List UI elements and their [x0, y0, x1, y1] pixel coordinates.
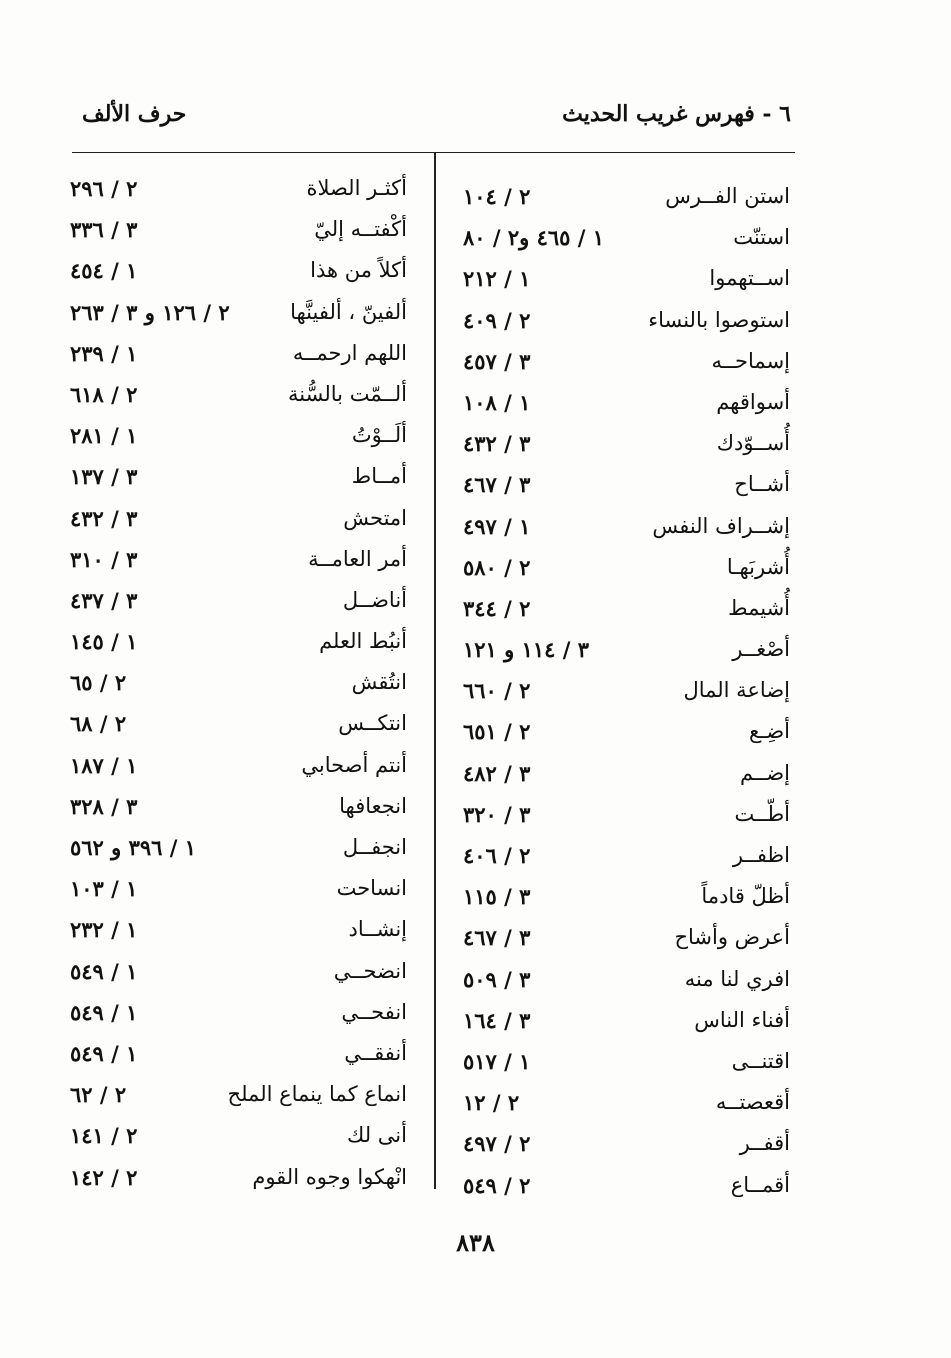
index-reference: ١ / ٥٤٩	[70, 1040, 138, 1066]
index-term: أصْغــر	[732, 637, 790, 662]
index-reference: ١ / ٥٤٩	[70, 999, 138, 1025]
index-entry	[62, 1157, 407, 1198]
index-entry	[455, 217, 790, 258]
index-term: أقفــر	[739, 1131, 790, 1156]
index-reference: ٣ / ٥٠٩	[463, 966, 531, 992]
index-entry	[455, 1041, 790, 1082]
index-entry	[62, 868, 407, 909]
index-reference: ٢ / ١٢٦ و ٣ / ٢٦٣	[70, 299, 230, 325]
index-entry	[62, 992, 407, 1033]
index-entry	[455, 876, 790, 917]
index-entry	[62, 786, 407, 827]
index-term: اظفــر	[732, 843, 790, 867]
index-reference: ١ / ٤٩٧	[463, 513, 531, 539]
index-reference: ١ / ٢٣٩	[70, 340, 138, 366]
index-entry	[455, 547, 790, 588]
index-term: أمــاط	[351, 464, 407, 489]
index-term: انساحت	[336, 876, 407, 901]
index-reference: ٢ / ٦٥١	[463, 719, 531, 745]
index-term: استن الفــرس	[665, 184, 790, 208]
index-reference: ٣ / ١١٥	[463, 884, 531, 910]
index-term: انفحــي	[341, 999, 407, 1024]
index-reference: ٢ / ٢٩٦	[70, 176, 138, 201]
index-entry	[455, 835, 790, 876]
index-column-right	[455, 176, 790, 1206]
index-reference: ٢ / ٦١٨	[70, 381, 138, 407]
index-entry	[455, 1123, 790, 1164]
index-reference: ١ / ١٤٥	[70, 629, 138, 655]
index-term: أقعصتــه	[715, 1090, 790, 1115]
index-entry	[455, 588, 790, 629]
index-entry	[455, 959, 790, 1000]
index-term: أظلّ قادماً	[701, 884, 790, 909]
index-term: امتحش	[343, 505, 407, 530]
index-term: إضاعة المال	[683, 678, 790, 703]
index-term: إضــم	[740, 760, 790, 785]
index-reference: ٢ / ٦٨	[70, 711, 127, 737]
index-entry	[62, 250, 407, 291]
index-reference: ٢ / ٤٠٦	[463, 843, 531, 868]
index-entry	[455, 258, 790, 299]
index-entry	[62, 415, 407, 456]
index-reference: ١ / ٥١٧	[463, 1048, 531, 1074]
index-entry	[62, 745, 407, 786]
index-term: أشــاح	[734, 472, 790, 497]
index-term: انتكــس	[338, 711, 407, 736]
index-term: أفناء الناس	[694, 1007, 790, 1032]
index-entry	[62, 333, 407, 374]
index-reference: ١ / ٢٨١	[70, 423, 138, 449]
index-term: ألفينّ ، ألفينَّها	[290, 299, 407, 324]
index-entry	[62, 168, 407, 209]
index-entry	[455, 300, 790, 341]
index-term: إسماحــه	[711, 348, 790, 373]
index-reference: ٣ / ١١٤ و ١٢١	[463, 637, 590, 663]
index-term: إشــراف النفس	[652, 513, 790, 538]
index-entry	[455, 1165, 790, 1206]
index-entry	[455, 506, 790, 547]
index-entry	[455, 1082, 790, 1123]
index-term: أسواقهم	[716, 389, 790, 414]
column-divider	[434, 152, 436, 1189]
index-term: انْهكوا وجوه القوم	[252, 1164, 407, 1189]
index-entry	[455, 711, 790, 752]
index-term: أكثـر الصلاة	[306, 176, 407, 200]
index-term: أنبُط العلم	[319, 629, 407, 654]
index-entry	[455, 794, 790, 835]
index-entry	[62, 703, 407, 744]
index-reference: ٣ / ٣٢٠	[463, 801, 531, 827]
index-reference: ٢ / ١٠٤	[463, 184, 531, 209]
index-reference: ٢ / ١٢	[463, 1090, 520, 1116]
index-term: أنى لك	[347, 1123, 407, 1148]
index-term: أمر العامــة	[308, 546, 407, 571]
index-reference: ١ / ١٠٣	[70, 876, 138, 902]
index-term: انتُقش	[351, 670, 407, 695]
index-reference: ١ / ٣٩٦ و ٥٦٢	[70, 835, 197, 860]
index-entry	[455, 1000, 790, 1041]
index-entry	[62, 951, 407, 992]
index-reference: ٣ / ٣١٠	[70, 546, 138, 572]
index-entry	[455, 917, 790, 958]
index-reference: ٢ / ١٤٢	[70, 1164, 138, 1190]
index-entry	[62, 1074, 407, 1115]
index-entry	[455, 753, 790, 794]
index-reference: ٣ / ٤٣٧	[70, 587, 138, 613]
index-entry	[62, 1033, 407, 1074]
index-term: افري لنا منه	[684, 966, 790, 991]
index-reference: ٢ / ٦٢	[70, 1082, 127, 1108]
index-term: أضِـع	[749, 719, 790, 744]
index-term: استنّت	[733, 225, 790, 250]
section-title: ٦ - فهرس غريب الحديث	[562, 101, 791, 127]
index-entry	[455, 176, 790, 217]
index-reference: ٢ / ٤٠٩	[463, 307, 531, 333]
index-reference: ٣ / ٤٨٢	[463, 760, 531, 786]
index-reference: ٢ / ٣٤٤	[463, 595, 531, 621]
index-term: اســتهموا	[709, 266, 790, 291]
index-entry	[455, 670, 790, 711]
index-reference: ٣ / ١٦٤	[463, 1007, 531, 1033]
index-reference: ١ / ٤٦٥ و٢ / ٨٠	[463, 225, 605, 251]
index-entry	[62, 662, 407, 703]
letter-title: حرف الألف	[82, 101, 187, 127]
index-reference: ٢ / ٥٨٠	[463, 554, 531, 580]
index-term: ألَــوْتُ	[351, 423, 407, 448]
index-reference: ٢ / ١٤١	[70, 1123, 138, 1149]
index-reference: ١ / ٢٣٢	[70, 917, 138, 943]
index-entry	[62, 374, 407, 415]
index-entry	[62, 827, 407, 868]
index-reference: ٣ / ٤٣٢	[70, 505, 138, 531]
index-reference: ١ / ١٠٨	[463, 389, 531, 415]
index-reference: ٢ / ٥٤٩	[463, 1172, 531, 1198]
index-entry	[455, 629, 790, 670]
index-term: انجعافها	[339, 793, 407, 818]
index-reference: ١ / ٥٤٩	[70, 958, 138, 984]
index-entry	[62, 580, 407, 621]
index-term: أناضــل	[342, 587, 407, 612]
index-reference: ١ / ٢١٢	[463, 266, 531, 292]
index-reference: ١ / ٤٥٤	[70, 258, 138, 284]
index-reference: ١ / ١٨٧	[70, 752, 138, 778]
index-entry	[455, 464, 790, 505]
index-entry	[62, 909, 407, 950]
index-term: اللهم ارحمــه	[292, 340, 407, 365]
index-entry	[62, 292, 407, 333]
index-reference: ٢ / ٦٥	[70, 670, 127, 696]
index-reference: ٢ / ٦٦٠	[463, 678, 531, 704]
index-reference: ٣ / ٣٢٨	[70, 793, 138, 819]
index-term: أكْفتــه إليّ	[314, 217, 407, 242]
index-column-left	[62, 168, 407, 1198]
index-entry	[62, 539, 407, 580]
index-term: ألــمّت بالسُّنة	[288, 381, 407, 406]
index-term: انجفــل	[342, 835, 407, 859]
index-reference: ٣ / ٤٦٧	[463, 925, 531, 951]
index-term: إنشــاد	[348, 917, 407, 942]
index-reference: ٢ / ٤٩٧	[463, 1131, 531, 1157]
index-reference: ٣ / ٣٣٦	[70, 217, 138, 243]
index-entry	[62, 621, 407, 662]
index-entry	[455, 341, 790, 382]
index-entry	[62, 498, 407, 539]
index-reference: ٣ / ٤٣٢	[463, 431, 531, 457]
index-entry	[455, 423, 790, 464]
index-term: أنفقــي	[344, 1040, 407, 1065]
index-reference: ٣ / ١٣٧	[70, 464, 138, 490]
index-term: أطّــت	[734, 801, 790, 826]
index-entry	[62, 209, 407, 250]
page-number: ٨٣٨	[456, 1228, 495, 1257]
index-reference: ٣ / ٤٦٧	[463, 472, 531, 498]
index-term: أعرض وأشاح	[674, 925, 790, 950]
index-term: اقتنــى	[731, 1048, 790, 1073]
index-term: أُشربَهـا	[726, 554, 790, 579]
index-term: أقمــاع	[730, 1172, 790, 1197]
index-term: أُشيمط	[728, 595, 790, 620]
index-term: انضحــي	[333, 958, 407, 983]
index-term: أُســوّدك	[716, 431, 790, 456]
index-term: أنتم أصحابي	[301, 752, 407, 777]
index-term: انماع كما ينماع الملح	[227, 1082, 407, 1107]
index-entry	[62, 456, 407, 497]
index-entry	[62, 1115, 407, 1156]
index-term: أكلاً من هذا	[310, 258, 407, 283]
index-term: استوصوا بالنساء	[648, 307, 790, 332]
index-reference: ٣ / ٤٥٧	[463, 348, 531, 374]
index-entry	[455, 382, 790, 423]
